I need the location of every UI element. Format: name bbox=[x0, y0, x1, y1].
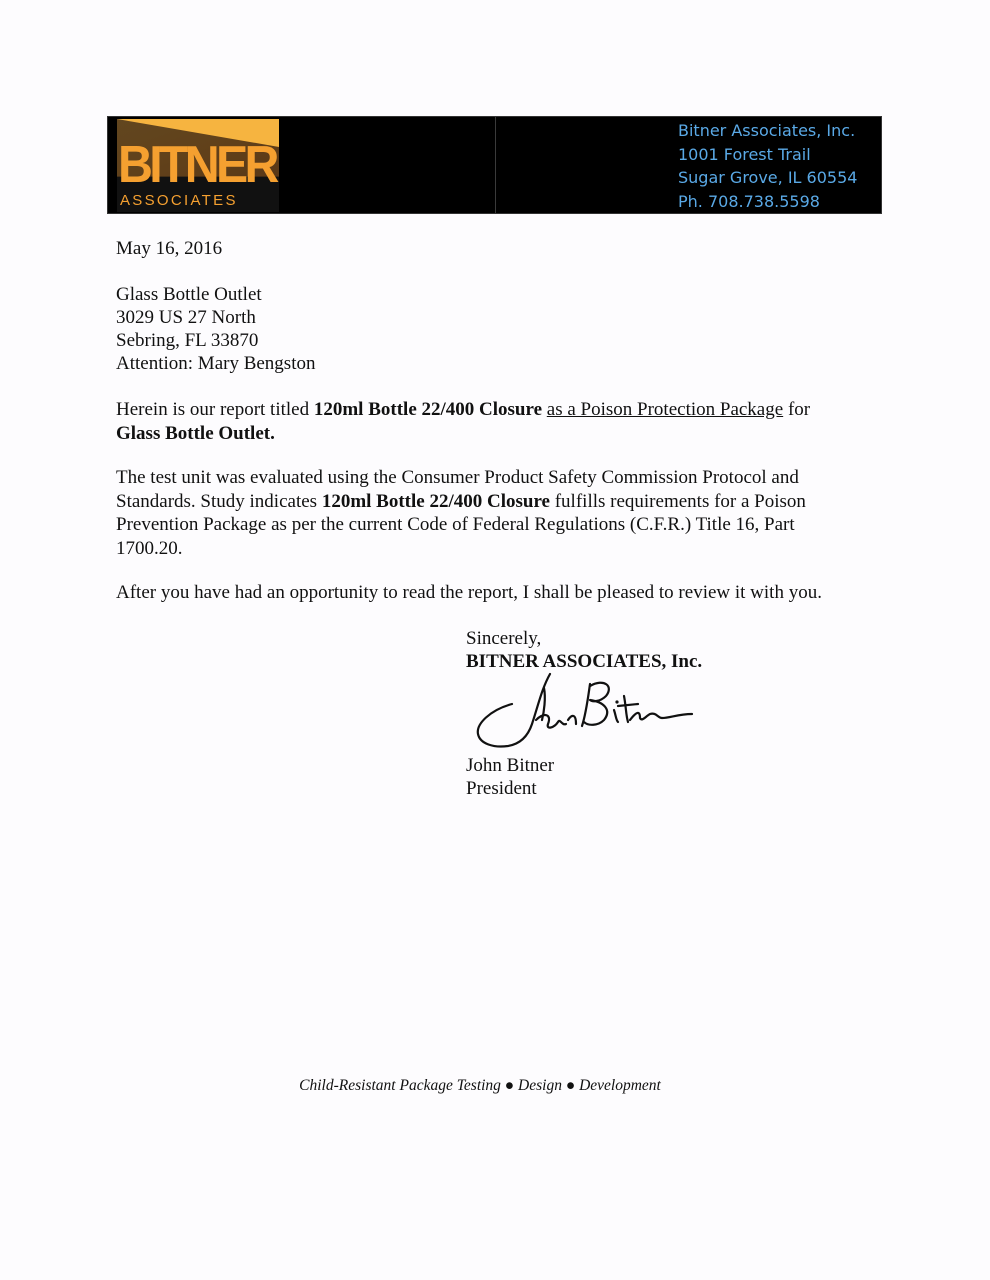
letterhead-address bbox=[678, 119, 857, 213]
address-line: 1001 Forest Trail bbox=[678, 144, 811, 164]
product-name: 120ml Bottle 22/400 Closure bbox=[321, 490, 550, 512]
paragraph-findings: The test unit was evaluated using the Consumer Product Safety Commission Protocol and Standards. Study indicates 120ml Bottle 22/400 Closure fulfills requirements for a Poison Prevention Package as per the current Code of Federal Regulations (C.F.R.) Title 16, Part 1700.20. bbox=[116, 467, 806, 559]
recipient-city: Sebring, FL 33870 bbox=[116, 330, 259, 351]
salutation: Sincerely, bbox=[466, 628, 542, 649]
logo-subtext: ASSOCIATES bbox=[120, 192, 238, 209]
phone-line: Ph. 708.738.5598 bbox=[678, 191, 820, 211]
product-name: 120ml Bottle 22/400 Closure bbox=[313, 399, 543, 420]
letterhead bbox=[107, 116, 882, 214]
signatory-name: John Bitner bbox=[466, 755, 555, 776]
logo-word: BITNER bbox=[118, 136, 276, 194]
letterhead-divider bbox=[495, 117, 496, 213]
recipient-attention: Attention: Mary Bengston bbox=[116, 353, 316, 374]
letter-date: May 16, 2016 bbox=[116, 238, 223, 259]
footer-tagline: Child-Resistant Package Testing ● Design ● Development bbox=[299, 1077, 661, 1094]
signature-image bbox=[472, 668, 698, 752]
closing-company: BITNER ASSOCIATES, Inc. bbox=[466, 651, 703, 672]
company-name: Glass Bottle Outlet. bbox=[116, 422, 275, 444]
signatory-title: President bbox=[466, 778, 537, 799]
underlined-title: as a Poison Protection Package bbox=[546, 399, 784, 420]
address-line: Sugar Grove, IL 60554 bbox=[678, 168, 858, 187]
paragraph-closing: After you have had an opportunity to read the report, I shall be pleased to review it with you. bbox=[116, 582, 822, 603]
paragraph-intro: Herein is our report titled 120ml Bottle 22/400 Closure as a Poison Protection Package for Glass Bottle Outlet. bbox=[116, 399, 811, 444]
recipient-name: Glass Bottle Outlet bbox=[116, 284, 262, 305]
recipient-street: 3029 US 27 North bbox=[116, 307, 256, 328]
intro-text: Herein is our report titled bbox=[116, 399, 314, 420]
address-line: Bitner Associates, Inc. bbox=[678, 121, 856, 140]
bitner-logo bbox=[117, 119, 279, 212]
